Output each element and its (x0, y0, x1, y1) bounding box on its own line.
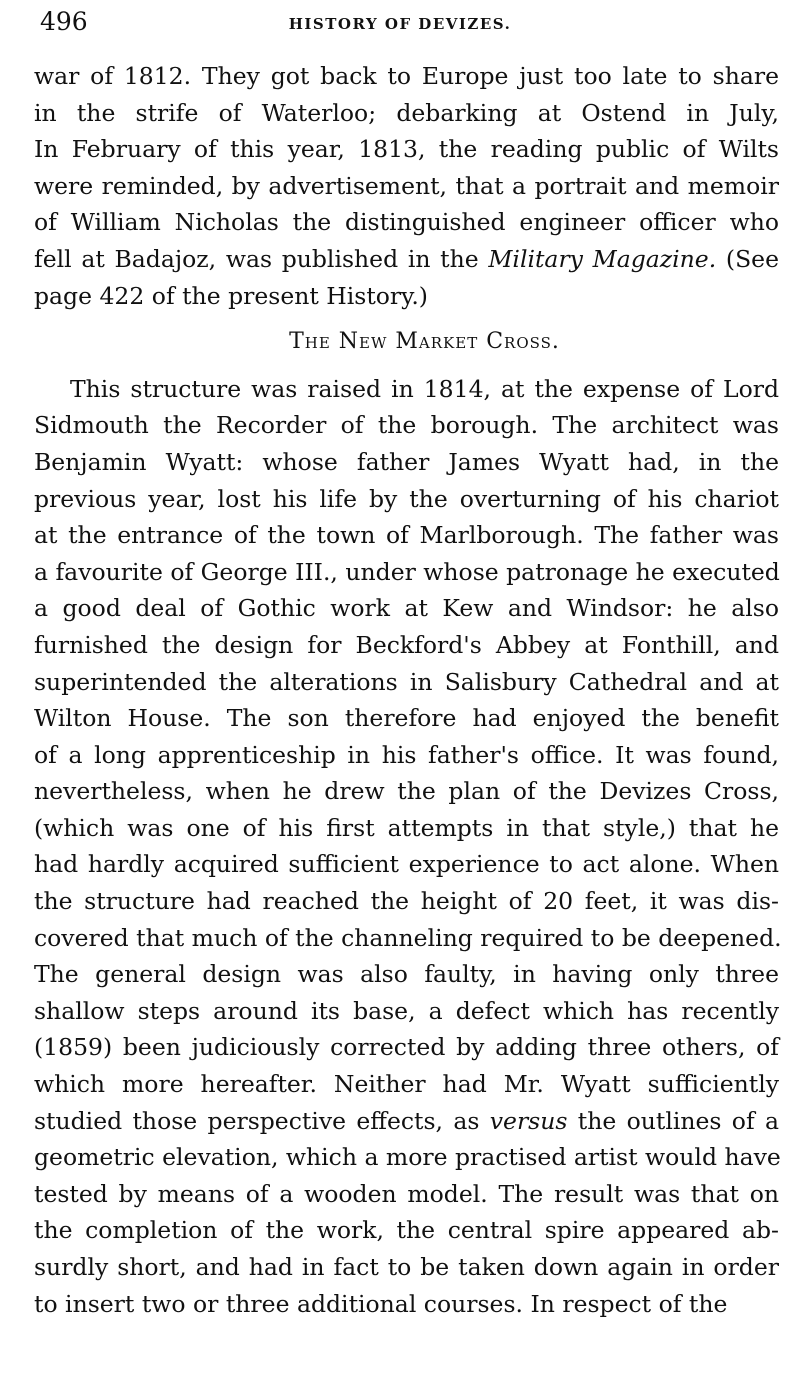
paragraph-2 (34, 371, 782, 1322)
text-line: had hardly acquired sufficient experience to act alone. When (34, 850, 779, 879)
text-line: were reminded, by advertisement, that a portrait and memoir (34, 171, 779, 200)
text-line: previous year, lost his life by the overturning of his chariot (34, 484, 779, 513)
text-line: surdly short, and had in fact to be taken down again in order (34, 1253, 779, 1281)
text-run: the outlines of a (567, 1106, 779, 1135)
text-line: which more hereafter. Neither had Mr. Wyatt sufficiently (34, 1070, 779, 1099)
text-line: superintended the alterations in Salisbury Cathedral and at (34, 667, 779, 696)
text-line: nevertheless, when he drew the plan of the Devizes Cross, (34, 777, 779, 806)
text-line: tested by means of a wooden model. The result was that on (34, 1179, 779, 1208)
text-line: Wilton House. The son therefore had enjoyed the benefit (34, 704, 779, 733)
text-line: to insert two or three additional courses. In respect of the (34, 1289, 728, 1318)
text-run: fell at Badajoz, was published in the (34, 244, 489, 273)
text-line: at the entrance of the town of Marlborough. The father was (34, 521, 779, 550)
text-line: of William Nicholas the distinguished engineer officer who (34, 208, 779, 237)
text-line: page 422 of the present History.) (34, 281, 428, 310)
text-run: studied those perspective effects, as (34, 1106, 490, 1135)
paragraph-1 (34, 58, 779, 314)
text-line: of a long apprenticeship in his father's office. It was found, (34, 740, 779, 769)
page-number: 496 (40, 7, 88, 36)
text-line: war of 1812. They got back to Europe just too late to share (34, 62, 779, 90)
running-head (40, 4, 780, 40)
text-line: Benjamin Wyatt: whose father James Wyatt had, in the (34, 447, 779, 476)
text-line (34, 1103, 779, 1140)
text-line: Sidmouth the Recorder of the borough. The architect was (34, 411, 779, 440)
text-line: the completion of the work, the central spire appeared ab- (34, 1216, 779, 1245)
text-line: furnished the design for Beckford's Abbey at Fonthill, and (34, 630, 779, 659)
text-line: geometric elevation, which a more practised artist would have (34, 1143, 781, 1172)
text-line: the structure had reached the height of 20 feet, it was dis- (34, 887, 779, 916)
text-line: shallow steps around its base, a defect which has recently (34, 996, 779, 1025)
text-line (34, 241, 779, 278)
text-line: The general design was also faulty, in having only three (34, 960, 779, 989)
text-line: In February of this year, 1813, the reading public of Wilts (34, 135, 779, 164)
text-line: covered that much of the channeling required to be deepened. (34, 923, 782, 952)
running-title: HISTORY OF DEVIZES. (288, 15, 512, 33)
section-heading: The New Market Cross. (289, 329, 560, 355)
text-line: in the strife of Waterloo; debarking at Ostend in July, (34, 98, 779, 127)
text-line: a good deal of Gothic work at Kew and Windsor: he also (34, 594, 779, 623)
text-run: (See (716, 244, 779, 273)
text-line: (which was one of his first attempts in that style,) that he (34, 813, 779, 842)
text-line: (1859) been judiciously corrected by adding three others, of (34, 1033, 779, 1062)
text-line: This structure was raised in 1814, at the expense of Lord (70, 374, 779, 403)
italic-title: Military Magazine. (488, 244, 717, 273)
text-line: a favourite of George III., under whose patronage he executed (34, 557, 780, 586)
italic-title: versus (489, 1106, 568, 1135)
body-text (34, 58, 782, 1322)
